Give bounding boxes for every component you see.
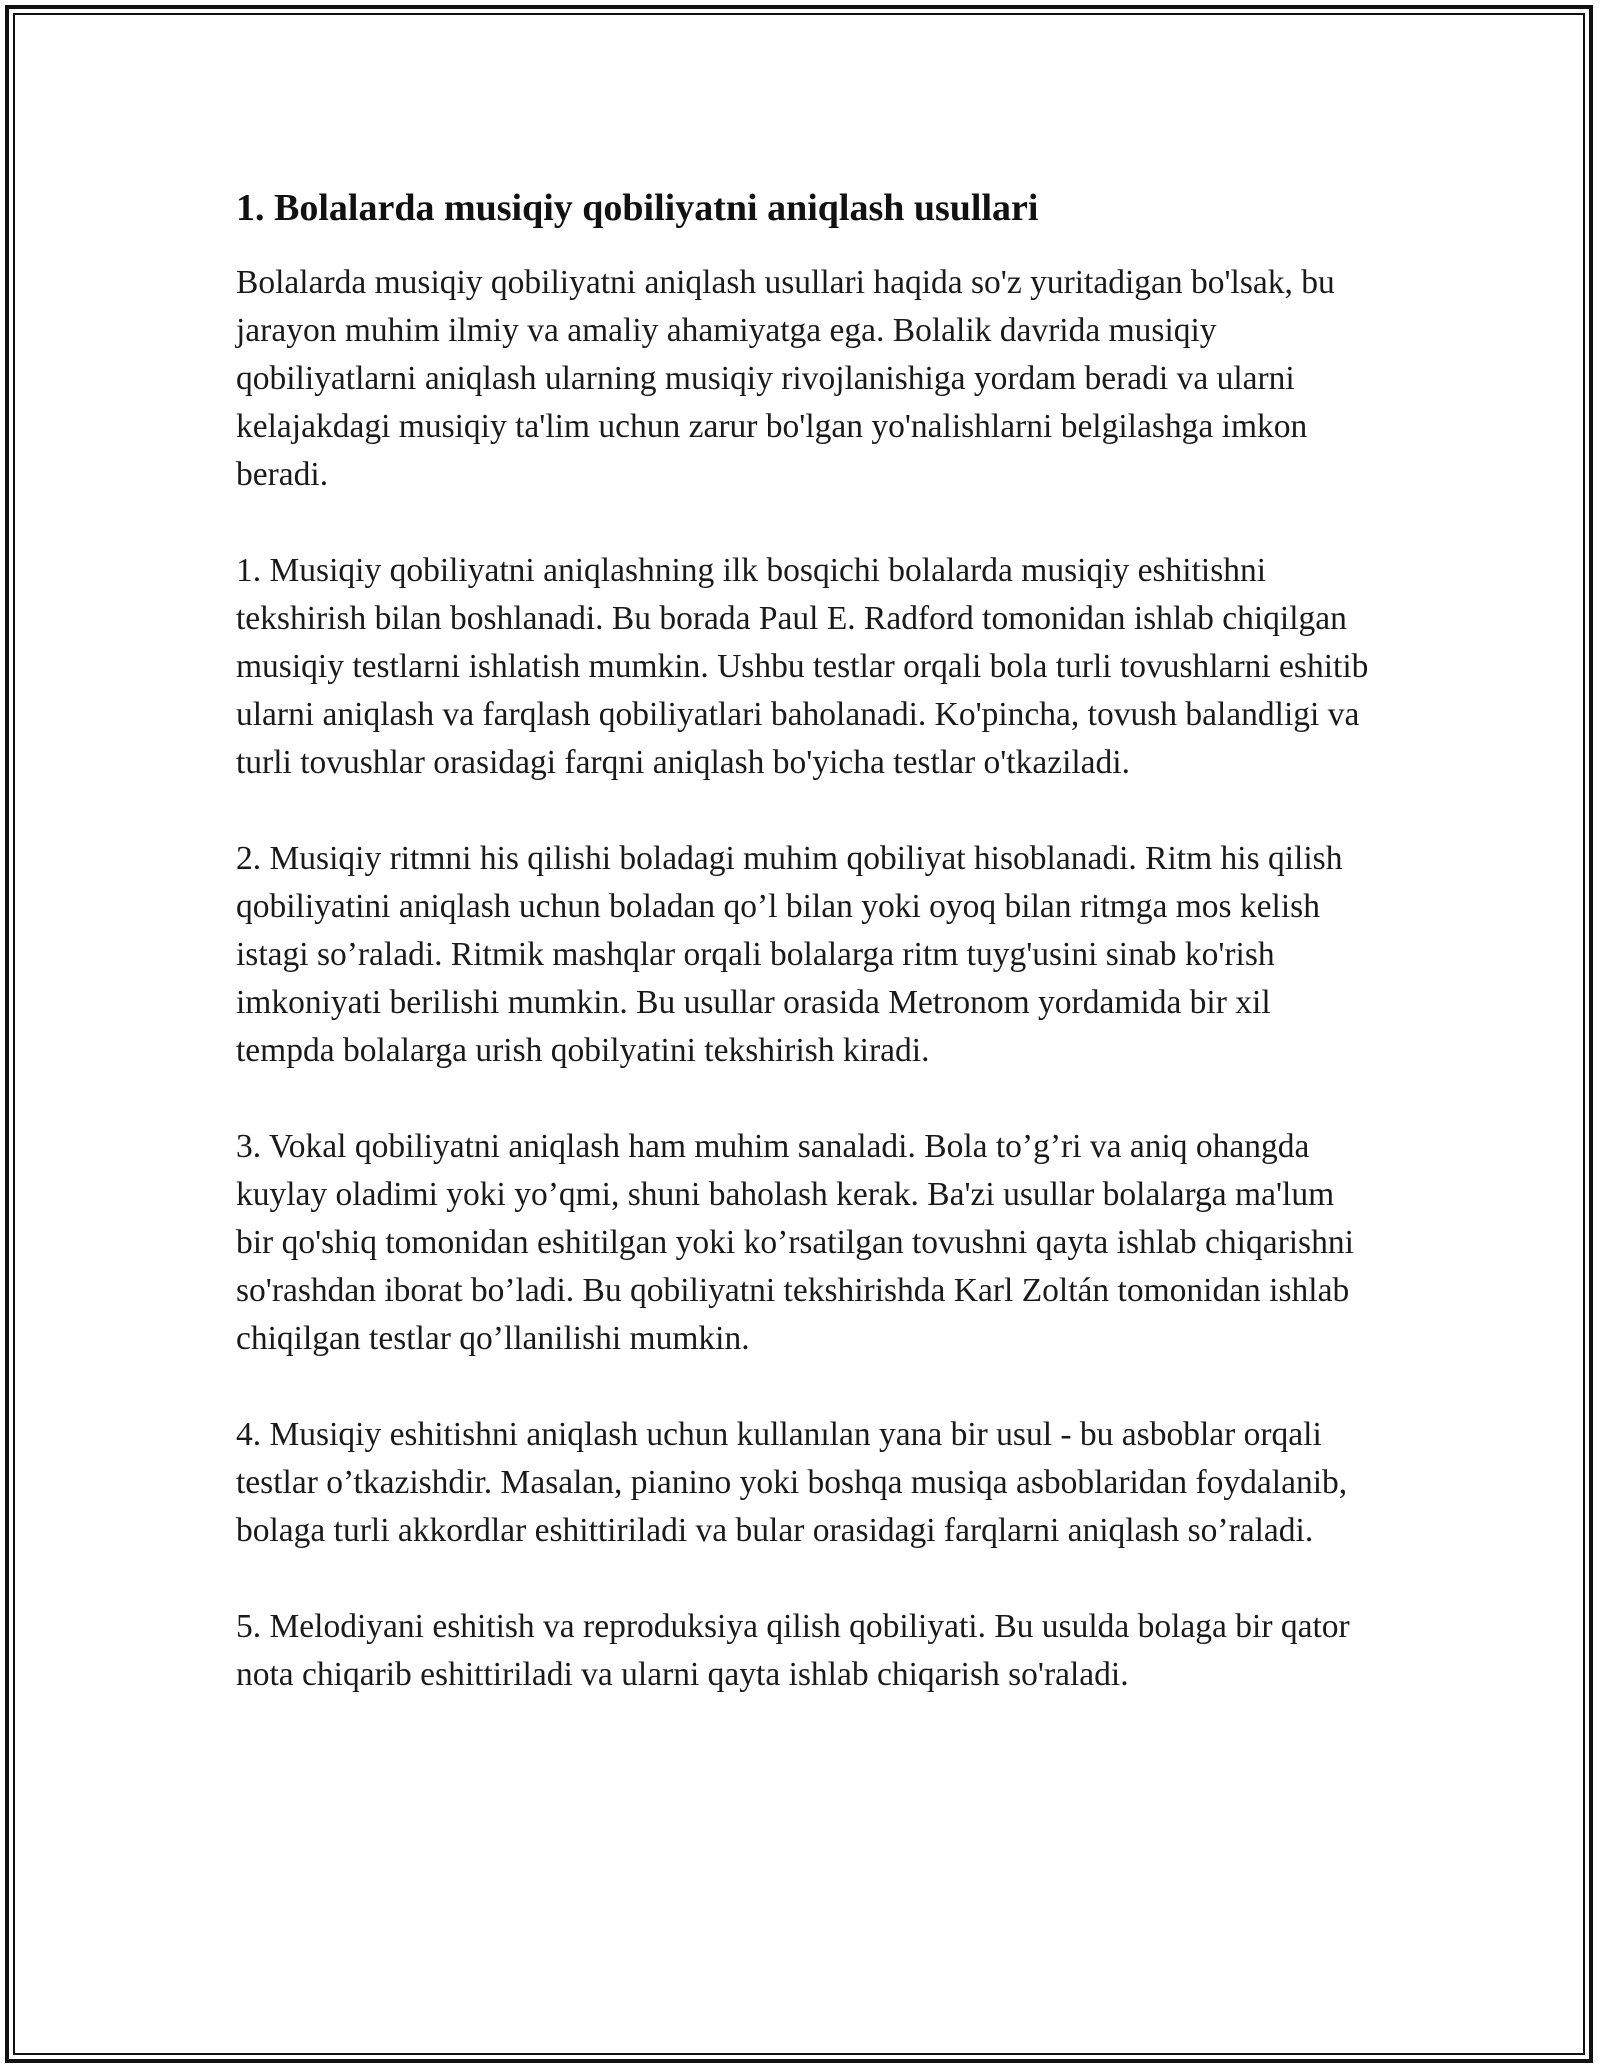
paragraph-2: 2. Musiqiy ritmni his qilishi boladagi muhim qobiliyat hisoblanadi. Ritm his qilish qobiliyatini aniqlash uchun boladan qo’l bilan yoki oyoq bilan ritmga mos kelish istagi so’raladi. Ritmik mashqlar orqali bolalarga ritm tuyg'usini sinab ko'rish imkoniyati berilishi mumkin. Bu usullar orasida Metronom yordamida bir xil tempda bolalarga urish qobilyatini tekshirish kiradi.: [236, 840, 1343, 1070]
paragraph-1: 1. Musiqiy qobiliyatni aniqlashning ilk bosqichi bolalarda musiqiy eshitishni tekshirish bilan boshlanadi. Bu borada Paul E. Radford tomonidan ishlab chiqilgan musiqiy testlarni ishlatish mumkin. Ushbu testlar orqali bola turli tovushlarni eshitib ularni aniqlash va farqlash qobiliyatlari baholanadi. Ko'pincha, tovush balandligi va turli tovushlar orasidagi farqni aniqlash bo'yicha testlar o'tkaziladi.: [236, 552, 1369, 782]
document-body: [236, 184, 1376, 1747]
paragraph-5: 5. Melodiyani eshitish va reproduksiya qilish qobiliyati. Bu usulda bolaga bir qator nota chiqarib eshittiriladi va ularni qayta ishlab chiqarish so'raladi.: [236, 1608, 1350, 1694]
paragraph-3: 3. Vokal qobiliyatni aniqlash ham muhim sanaladi. Bola to’g’ri va aniq ohangda kuylay oladimi yoki yo’qmi, shuni baholash kerak. Ba'zi usullar bolalarga ma'lum bir qo'shiq tomonidan eshitilgan yoki ko’rsatilgan tovushni qayta ishlab chiqarishni so'rashdan iborat bo’ladi. Bu qobiliyatni tekshirishda Karl Zoltán tomonidan ishlab chiqilgan testlar qo’llanilishi mumkin.: [236, 1128, 1354, 1358]
paragraph-intro: Bolalarda musiqiy qobiliyatni aniqlash usullari haqida so'z yuritadigan bo'lsak, bu jarayon muhim ilmiy va amaliy ahamiyatga ega. Bolalik davrida musiqiy qobiliyatlarni aniqlash ularning musiqiy rivojlanishiga yordam beradi va ularni kelajakdagi musiqiy ta'lim uchun zarur bo'lgan yo'nalishlarni belgilashga imkon beradi.: [236, 264, 1335, 494]
paragraph-4: 4. Musiqiy eshitishni aniqlash uchun kullanılan yana bir usul - bu asboblar orqali testlar o’tkazishdir. Masalan, pianino yoki boshqa musiqa asboblaridan foydalanib, bolaga turli akkordlar eshittiriladi va bular orasidagi farqlarni aniqlash so’raladi.: [236, 1416, 1348, 1550]
document-title: 1. Bolalarda musiqiy qobiliyatni aniqlash usullari: [236, 187, 1039, 229]
